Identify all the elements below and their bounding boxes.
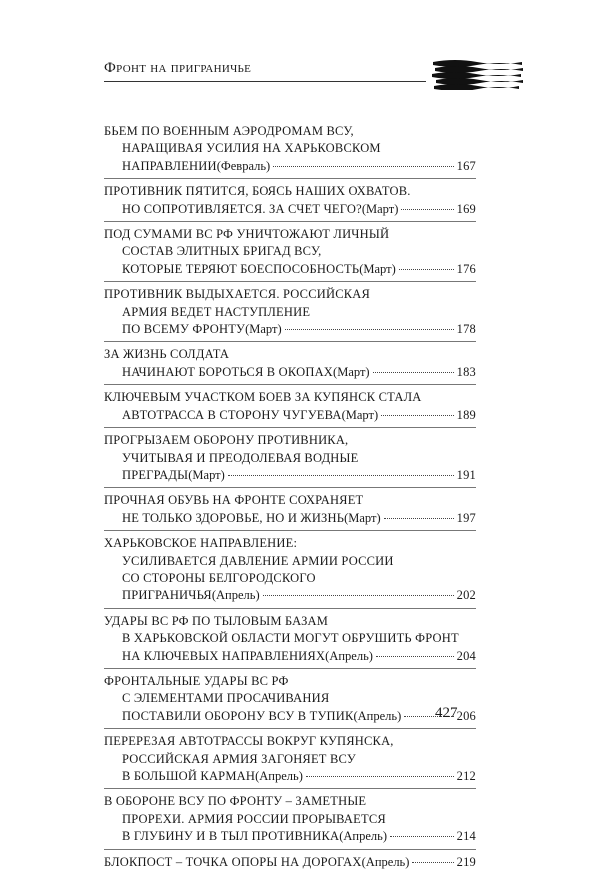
toc-entry-line xyxy=(104,492,476,509)
toc-entry-line xyxy=(104,613,476,630)
toc-entry-line xyxy=(104,432,476,449)
toc-entry-text: ПРОЧНАЯ ОБУВЬ НА ФРОНТЕ СОХРАНЯЕТ xyxy=(104,493,364,508)
toc-entry-month: (Март) xyxy=(188,467,225,482)
toc-entry-line xyxy=(104,733,476,750)
toc-entry-text: НА КЛЮЧЕВЫХ НАПРАВЛЕНИЯХ xyxy=(122,648,326,663)
toc-entry-page: 206 xyxy=(456,708,476,723)
toc-entry-page: 167 xyxy=(456,158,476,173)
toc-entry-line xyxy=(104,450,476,467)
toc-entry-line xyxy=(104,553,476,570)
toc-entry-line xyxy=(104,535,476,552)
toc-entry-line xyxy=(104,158,476,175)
toc-entry-text: НАЧИНАЮТ БОРОТЬСЯ В ОКОПАХ xyxy=(122,364,334,379)
dot-leader xyxy=(228,475,454,476)
toc-entry-text: В ОБОРОНЕ ВСУ ПО ФРОНТУ – ЗАМЕТНЫЕ xyxy=(104,794,367,809)
toc-entry-line xyxy=(104,768,476,785)
toc-entry-line xyxy=(104,854,476,871)
dot-leader xyxy=(412,862,453,863)
toc-entry-line xyxy=(104,751,476,768)
toc-entry-text: ХАРЬКОВСКОЕ НАПРАВЛЕНИЕ: xyxy=(104,536,298,551)
toc-entry-text: ФРОНТАЛЬНЫЕ УДАРЫ ВС РФ xyxy=(104,673,289,688)
toc-entry-page: 204 xyxy=(456,648,476,663)
toc-entry xyxy=(104,530,476,608)
toc-entry-line xyxy=(104,828,476,845)
toc-entry-month: (Март) xyxy=(361,201,399,216)
toc-entry xyxy=(104,178,476,221)
toc-entry-text: ПРЕГРАДЫ xyxy=(122,467,189,482)
toc-entry-text: КЛЮЧЕВЫМ УЧАСТКОМ БОЕВ ЗА КУПЯНСК СТАЛА xyxy=(104,390,422,405)
toc-entry-text: ПОСТАВИЛИ ОБОРОНУ ВСУ В ТУПИК xyxy=(122,708,354,723)
toc-entry-page: 169 xyxy=(456,201,476,216)
toc-entry-text: ПРОГРЫЗАЕМ ОБОРОНУ ПРОТИВНИКА, xyxy=(104,433,349,448)
toc-entry-month: (Март) xyxy=(359,261,396,276)
toc-entry-text: УДАРЫ ВС РФ ПО ТЫЛОВЫМ БАЗАМ xyxy=(104,613,329,628)
toc-entry-text: ПРОРЕХИ. АРМИЯ РОССИИ ПРОРЫВАЕТСЯ xyxy=(122,811,386,826)
dot-leader xyxy=(273,166,453,167)
toc-entry xyxy=(104,728,476,788)
toc-entry-line xyxy=(104,570,476,587)
toc-entry-page: 178 xyxy=(456,322,476,337)
toc-entry-text: ПОД СУМАМИ ВС РФ УНИЧТОЖАЮТ ЛИЧНЫЙ xyxy=(104,227,390,242)
running-header-title: Фронт на приграничье xyxy=(104,60,252,76)
toc-entry-line xyxy=(104,690,476,707)
toc-entry-text: АВТОТРАССА В СТОРОНУ ЧУГУЕВА xyxy=(122,407,342,422)
toc-entry-page: 212 xyxy=(456,769,476,783)
toc-entry-page: 176 xyxy=(456,261,476,276)
ribbon-stripes-icon xyxy=(431,58,524,90)
dot-leader xyxy=(390,836,454,837)
toc-entry-text: НЕ ТОЛЬКО ЗДОРОВЬЕ, НО И ЖИЗНЬ xyxy=(122,510,345,525)
toc-entry-line xyxy=(104,389,476,406)
dot-leader xyxy=(373,372,454,373)
dot-leader xyxy=(376,656,454,657)
toc-entry-text: БЬЕМ ПО ВОЕННЫМ АЭРОДРОМАМ ВСУ, xyxy=(104,124,354,138)
dot-leader xyxy=(381,415,454,416)
toc-entry-month: (Апрель) xyxy=(211,588,260,603)
toc-entry-line xyxy=(104,587,476,604)
toc-entry-page: 202 xyxy=(456,588,476,603)
toc-entry-month: (Март) xyxy=(245,322,282,337)
toc-entry-page: 214 xyxy=(456,829,476,844)
toc-entry xyxy=(104,668,476,728)
toc-entry-page: 189 xyxy=(456,407,476,422)
toc-entry-month: (Февраль) xyxy=(216,158,271,173)
toc-entry-line xyxy=(104,140,476,157)
toc-entry-text: ПЕРЕРЕЗАЯ АВТОТРАССЫ ВОКРУГ КУПЯНСКА, xyxy=(104,734,394,749)
toc-entry-month: (Март) xyxy=(344,510,381,525)
toc-entry-text: АРМИЯ ВЕДЕТ НАСТУПЛЕНИЕ xyxy=(122,304,311,319)
toc-entry-month: (Апрель) xyxy=(325,648,373,663)
toc-entry-line xyxy=(104,123,476,140)
toc-entry-line xyxy=(104,811,476,828)
toc-entry-text: НАПРАВЛЕНИИ xyxy=(122,158,217,173)
toc-entry-month: (Апрель) xyxy=(361,854,410,869)
toc-entry-line xyxy=(104,793,476,810)
toc-entry-text: В БОЛЬШОЙ КАРМАН xyxy=(122,769,256,783)
toc-entry-month: (Апрель) xyxy=(339,829,387,844)
toc-entry-text: ПРОТИВНИК ВЫДЫХАЕТСЯ. РОССИЙСКАЯ xyxy=(104,287,371,302)
toc-entry-page: 183 xyxy=(456,364,476,379)
toc-entry-text: В ХАРЬКОВСКОЙ ОБЛАСТИ МОГУТ ОБРУШИТЬ ФРОНТ xyxy=(122,631,459,646)
toc-entry-line xyxy=(104,346,476,363)
toc-entry-text: ПРОТИВНИК ПЯТИТСЯ, БОЯСЬ НАШИХ ОХВАТОВ. xyxy=(104,184,411,199)
toc-entry-line xyxy=(104,226,476,243)
toc-entry-line xyxy=(104,467,476,484)
toc-entry-text: НАРАЩИВАЯ УСИЛИЯ НА ХАРЬКОВСКОМ xyxy=(122,141,381,156)
toc-entry-text: УСИЛИВАЕТСЯ ДАВЛЕНИЕ АРМИИ РОССИИ xyxy=(122,553,394,568)
toc-entry-text: СО СТОРОНЫ БЕЛГОРОДСКОГО xyxy=(122,570,316,585)
toc-entry xyxy=(104,384,476,427)
toc-entry-text: РОССИЙСКАЯ АРМИЯ ЗАГОНЯЕТ ВСУ xyxy=(122,751,356,766)
toc-entry-line xyxy=(104,286,476,303)
toc-entry xyxy=(104,608,476,668)
toc-entry xyxy=(104,221,476,281)
toc-entry xyxy=(104,788,476,848)
toc-entry xyxy=(104,341,476,384)
toc-entry-text: КОТОРЫЕ ТЕРЯЮТ БОЕСПОСОБНОСТЬ xyxy=(122,261,360,276)
toc-entry-text: ЗА ЖИЗНЬ СОЛДАТА xyxy=(104,347,230,362)
toc-entry-month: (Апрель) xyxy=(353,708,402,723)
toc-entry-line xyxy=(104,364,476,381)
toc-entry-line xyxy=(104,630,476,647)
toc-entry-text: НО СОПРОТИВЛЯЕТСЯ. ЗА СЧЕТ ЧЕГО? xyxy=(122,201,362,216)
dot-leader xyxy=(285,329,454,330)
toc-entry xyxy=(104,123,476,178)
toc-entry-page: 197 xyxy=(456,510,476,525)
toc-entry-line xyxy=(104,243,476,260)
dot-leader xyxy=(384,518,454,519)
dot-leader xyxy=(263,595,454,596)
toc-entry-text: ПРИГРАНИЧЬЯ xyxy=(122,588,212,603)
toc-entry-month: (Март) xyxy=(333,364,370,379)
toc-entry-line xyxy=(104,673,476,690)
header-rule xyxy=(104,81,426,82)
toc-entry-line xyxy=(104,261,476,278)
toc-entry-line xyxy=(104,708,476,725)
toc-entry-text: СОСТАВ ЭЛИТНЫХ БРИГАД ВСУ, xyxy=(122,244,322,259)
toc-entry-text: УЧИТЫВАЯ И ПРЕОДОЛЕВАЯ ВОДНЫЕ xyxy=(122,450,359,465)
toc-entry-line xyxy=(104,304,476,321)
toc-entry-line xyxy=(104,321,476,338)
toc-entry-page: 219 xyxy=(456,854,476,869)
toc-entry xyxy=(104,281,476,341)
page-number: 427 xyxy=(435,705,458,721)
toc-entry-line xyxy=(104,407,476,424)
toc-entry xyxy=(104,849,476,874)
toc-entry-line xyxy=(104,183,476,200)
toc-entry-text: С ЭЛЕМЕНТАМИ ПРОСАЧИВАНИЯ xyxy=(122,691,330,706)
toc-entry-text: В ГЛУБИНУ И В ТЫЛ ПРОТИВНИКА xyxy=(122,829,340,844)
toc-entry-text: БЛОКПОСТ – ТОЧКА ОПОРЫ НА ДОРОГАХ xyxy=(104,854,362,869)
running-header xyxy=(104,54,524,94)
toc-entry-line xyxy=(104,510,476,527)
toc-entry-line xyxy=(104,201,476,218)
toc-entry-text: ПО ВСЕМУ ФРОНТУ xyxy=(122,322,246,337)
dot-leader xyxy=(306,776,454,777)
toc-entry xyxy=(104,487,476,530)
table-of-contents xyxy=(104,123,476,874)
toc-entry-month: (Апрель) xyxy=(255,769,303,783)
toc-entry-line xyxy=(104,648,476,665)
toc-entry-month: (Март) xyxy=(341,407,379,422)
toc-entry xyxy=(104,427,476,487)
toc-entry-page: 191 xyxy=(456,467,476,482)
dot-leader xyxy=(399,269,454,270)
dot-leader xyxy=(401,209,453,210)
